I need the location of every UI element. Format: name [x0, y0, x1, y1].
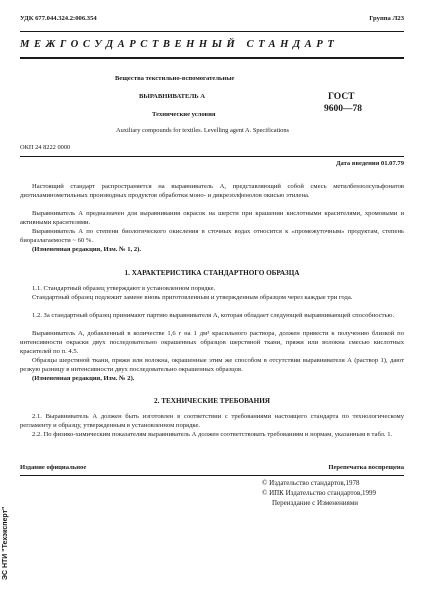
section-2-paragraph: 2.2. По физико-химическим показателям выравниватель А должен соответствовать требованиям и нормам, указанным в табл. 1. — [32, 431, 393, 438]
section-2-heading: 2. ТЕХНИЧЕСКИЕ ТРЕБОВАНИЯ — [154, 397, 270, 405]
document-subtitle: Технические условия — [152, 111, 216, 118]
reprint-notice: Перепечатка воспрещена — [328, 464, 404, 471]
gost-number: 9600—78 — [324, 104, 362, 114]
intro-paragraph: Выравниватель А по степени биологического окисления в сточных водах относится к «промежуточным» продуктам, степень биоразлагаемости ~ 60 %. — [20, 228, 404, 244]
introduction-date: Дата введения 01.07.79 — [335, 160, 404, 167]
side-watermark — [2, 400, 14, 580]
gost-label: ГОСТ — [328, 92, 355, 102]
copyright-line: © ИПК Издательство стандартов,1999 — [262, 489, 377, 497]
section-2-paragraph: 2.1. Выравниватель А должен быть изготовлен в соответствии с требованиями настоящего стандарта по технологическому регламенту и образцу, утвержденным в установленном порядке. — [20, 413, 404, 429]
copyright-line: © Издательство стандартов,1978 — [262, 479, 360, 487]
side-watermark-text: ЭС НТИ "Техэксперт" — [2, 506, 9, 580]
section-1-paragraph: 1.2. За стандартный образец принимают партию выравнивателя А, которая обладает следующей выравнивающей способностью. — [32, 312, 395, 319]
okp-rule — [20, 156, 404, 157]
document-name: ВЫРАВНИВАТЕЛЬ А — [139, 93, 206, 100]
section-1-paragraph: Стандартный образец подлежит замене вновь приготовленным и утвержденным образцом через каждые три года. — [32, 294, 353, 301]
official-edition-label: Издание официальное — [20, 464, 87, 471]
intro-paragraph: Выравниватель А предназначен для выравнивания окрасок на шерсти при крашении кислотными красителями, хромовыми и активными красителями. — [20, 210, 404, 226]
section-1-heading: 1. ХАРАКТЕРИСТИКА СТАНДАРТНОГО ОБРАЗЦА — [124, 269, 300, 277]
reissue-note: Переиздание с Изменениями — [272, 499, 359, 507]
top-rule — [20, 31, 404, 32]
english-title: Auxiliary compounds for textiles. Levelling agent A. Specifications — [116, 127, 290, 134]
document-category: Вещества текстильно-вспомогательные — [115, 75, 235, 82]
okp-code: ОКП 24 8222 0000 — [20, 144, 71, 151]
group-code: Группа Л23 — [369, 15, 404, 22]
interstate-standard-banner: МЕЖГОСУДАРСТВЕННЫЙ СТАНДАРТ — [20, 39, 339, 50]
footer-rule — [20, 475, 404, 476]
section-1-paragraph: 1.1. Стандартный образец утверждают в установленном порядке. — [32, 285, 216, 292]
section-1-paragraph: Образцы шерстяной ткани, пряжи или волокна, окрашенные этим же способом в отсутствии выравнивателя А (раствор 1), дают резкую разницу в интенсивности двух последовательно окрашенных образцов. — [20, 357, 404, 373]
amendment-note: (Измененная редакция, Изм. № 1, 2). — [32, 246, 142, 253]
udk-code: УДК 677.044.324.2:006.354 — [20, 15, 97, 22]
amendment-note: (Измененная редакция, Изм. № 2). — [32, 375, 135, 382]
section-1-paragraph: Выравниватель А, добавленный в количестве 1,6 г на 1 дм³ красильного раствора, должен привести к получению близкой по интенсивности окраски двух последовательно окрашенных образцов шерстяной ткани, пряжи или волокна смесью кислотных красителей по п. 4.5. — [20, 330, 404, 355]
banner-rule — [20, 57, 404, 59]
intro-paragraph: Настоящий стандарт распространяется на выравниватель А, представляющий собой смесь метилбензолсульфонатов диэтиламинометильных производных продуктов обработки моно- и дикрезолфенолов окисью этилена. — [20, 183, 404, 199]
